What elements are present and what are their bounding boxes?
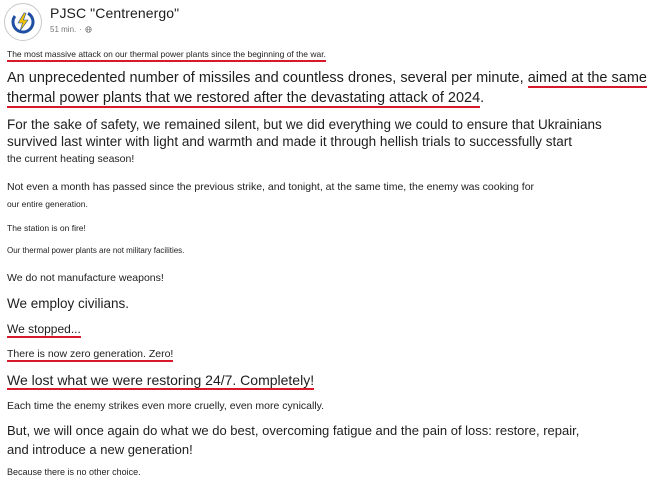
post-text-line: Because there is no other choice.: [7, 467, 141, 477]
post-time-row: [50, 25, 179, 34]
post-text-line: our entire generation.: [7, 199, 88, 209]
post-text-line: Our thermal power plants are not military facilities.: [7, 246, 185, 255]
post-text-line: Not even a month has passed since the previous strike, and tonight, at the same time, the enemy was cooking for: [7, 181, 535, 193]
post-text-line: [7, 90, 484, 106]
lightning-logo-icon: [9, 8, 37, 36]
page-name-link[interactable]: PJSC "Centrenergo": [50, 5, 180, 21]
post-text-line: We stopped...: [7, 322, 81, 336]
post-text-line: We employ civilians.: [7, 296, 130, 311]
post-text-line: There is now zero generation. Zero!: [7, 348, 174, 360]
highlighted-text: aimed at the same: [527, 70, 647, 86]
post-text-line: Each time the enemy strikes even more cruelly, even more cynically.: [7, 400, 325, 412]
text-span: An unprecedented number of missiles and countless drones, several per minute,: [7, 70, 528, 86]
post-text-line: the current heating season!: [7, 153, 135, 165]
text-span: .: [480, 90, 485, 106]
dot-separator: ·: [79, 25, 82, 34]
globe-icon: [85, 26, 92, 33]
post-header: [4, 3, 179, 41]
post-text-line: survived last winter with light and warmth and made it through hellish trials to successfully start: [7, 134, 572, 149]
highlighted-text: thermal power plants that we restored after the devastating attack of 2024: [7, 90, 481, 106]
post-text-line: For the sake of safety, we remained silent, but we did everything we could to ensure that Ukrainians: [7, 117, 602, 132]
post-text-line: We lost what we were restoring 24/7. Completely!: [7, 372, 315, 388]
post-text-line: [7, 70, 647, 86]
post-text-line: and introduce a new generation!: [7, 442, 193, 457]
page-avatar[interactable]: [4, 3, 42, 41]
post-timestamp[interactable]: 51 min.: [50, 25, 77, 34]
post-text-line: The most massive attack on our thermal power plants since the beginning of the war.: [7, 49, 326, 62]
post-text-line: The station is on fire!: [7, 223, 86, 233]
post-text-line: We do not manufacture weapons!: [7, 272, 164, 284]
post-text-line: But, we will once again do what we do best, overcoming fatigue and the pain of loss: restore, repair,: [7, 423, 580, 438]
